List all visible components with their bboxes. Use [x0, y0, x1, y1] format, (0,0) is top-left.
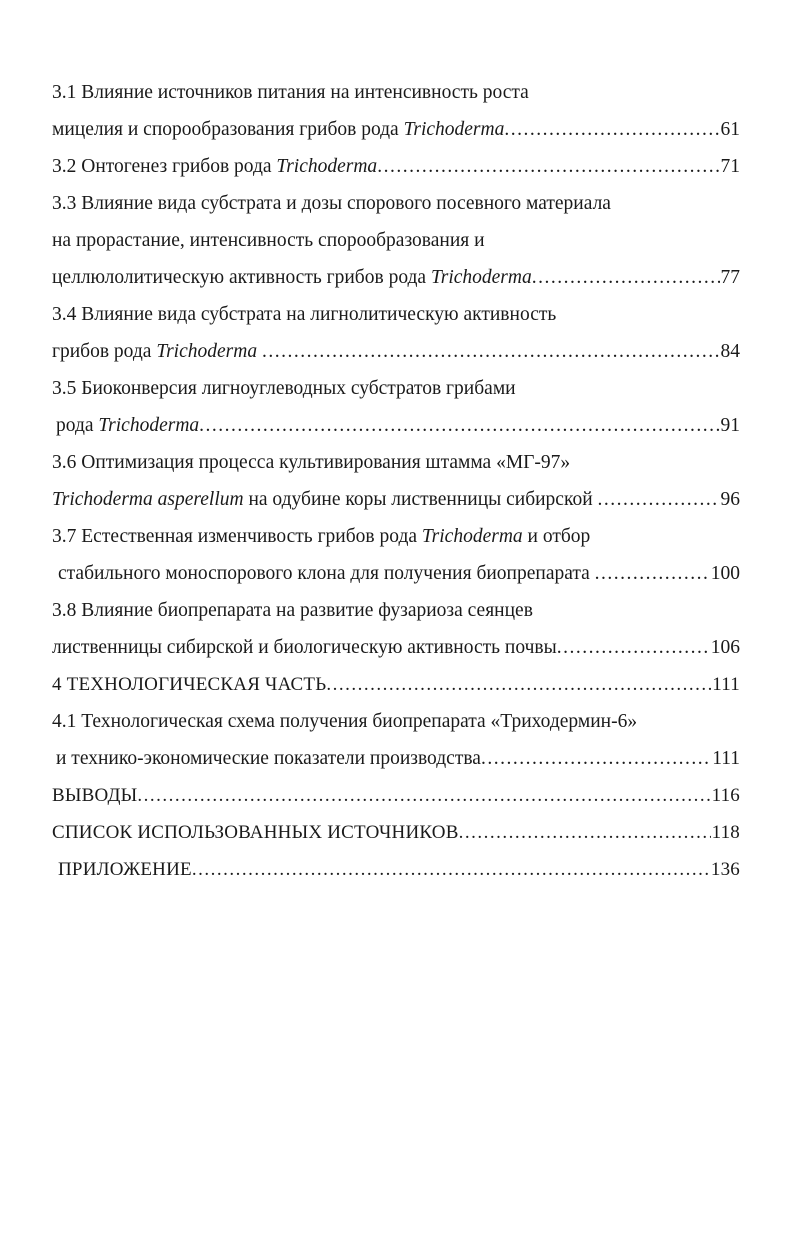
- toc-page-number: 111: [712, 748, 740, 769]
- toc-entry-text: грибов рода: [52, 341, 157, 362]
- toc-entry-line: [52, 592, 740, 629]
- toc-dot-leader: [377, 148, 719, 185]
- toc-entry-text: стабильного моноспорового клона для получения биопрепарата: [58, 563, 595, 584]
- toc-entry-text: 3.8 Влияние биопрепарата на развитие фузариоза сеянцев: [52, 600, 533, 621]
- toc-dot-leader: [598, 481, 720, 518]
- toc-entry-line: [52, 629, 740, 666]
- toc-dot-leader: [481, 740, 711, 777]
- toc-entry-text: 3.3 Влияние вида субстрата и дозы спорового посевного материала: [52, 193, 611, 214]
- toc-entry-italic-text: Trichoderma: [98, 415, 200, 436]
- toc-entry-line: [52, 259, 740, 296]
- toc-page-number: 61: [720, 119, 740, 140]
- toc-entry-line: [52, 740, 740, 777]
- toc-entry-italic-text: Trichoderma: [430, 267, 532, 288]
- toc-entry-line: [52, 407, 740, 444]
- toc-page-number: 84: [720, 341, 740, 362]
- toc-entry-text: целлюлолитическую активность грибов рода: [52, 267, 431, 288]
- toc-dot-leader: [262, 333, 720, 370]
- toc-entry-italic-text: Trichoderma asperellum: [52, 489, 244, 510]
- toc-entry-text: 3.6 Оптимизация процесса культивирования штамма «МГ-97»: [52, 452, 571, 473]
- toc-entry-text: ВЫВОДЫ: [52, 785, 138, 806]
- toc-dot-leader: [595, 555, 710, 592]
- toc-entry-text: мицелия и спорообразования грибов рода: [52, 119, 404, 140]
- toc-dot-leader: [557, 629, 710, 666]
- toc-entry-text: 3.7 Естественная изменчивость грибов рода: [52, 526, 422, 547]
- toc-entry-line: [52, 444, 740, 481]
- toc-dot-leader: [199, 407, 719, 444]
- toc-entry-line: [52, 851, 740, 888]
- toc-entry-text: 3.2 Онтогенез грибов рода: [52, 156, 277, 177]
- toc-entry-line: [52, 222, 740, 259]
- table-of-contents: [52, 74, 740, 888]
- toc-entry-line: [52, 703, 740, 740]
- toc-entry-text: и технико-экономические показатели производства: [56, 748, 481, 769]
- toc-entry-line: [52, 148, 740, 185]
- toc-entry-italic-text: Trichoderma: [276, 156, 378, 177]
- toc-entry-text: рода: [56, 415, 99, 436]
- toc-dot-leader: [459, 814, 711, 851]
- toc-entry-text: ПРИЛОЖЕНИЕ: [58, 859, 192, 880]
- toc-entry-line: [52, 555, 740, 592]
- toc-page-number: 111: [712, 674, 740, 695]
- toc-entry-line: [52, 666, 740, 703]
- toc-entry-italic-text: Trichoderma: [421, 526, 523, 547]
- toc-dot-leader: [532, 259, 720, 296]
- toc-dot-leader: [326, 666, 711, 703]
- toc-entry-line: [52, 185, 740, 222]
- toc-entry-text: 3.4 Влияние вида субстрата на лигнолитическую активность: [52, 304, 557, 325]
- toc-dot-leader: [192, 851, 710, 888]
- toc-page-number: 77: [720, 267, 740, 288]
- toc-entry-text: 4 ТЕХНОЛОГИЧЕСКАЯ ЧАСТЬ: [52, 674, 327, 695]
- toc-page-number: 116: [711, 785, 740, 806]
- toc-entry-text: 3.5 Биоконверсия лигноуглеводных субстратов грибами: [52, 378, 516, 399]
- toc-page-number: 71: [720, 156, 740, 177]
- toc-entry-text: на прорастание, интенсивность спорообразования и: [52, 230, 485, 251]
- toc-entry-line: [52, 814, 740, 851]
- toc-entry-line: [52, 333, 740, 370]
- toc-entry-text: и отбор: [522, 526, 591, 547]
- toc-entry-line: [52, 111, 740, 148]
- toc-page-number: 91: [720, 415, 740, 436]
- toc-entry-line: [52, 481, 740, 518]
- toc-entry-line: [52, 518, 740, 555]
- toc-entry-line: [52, 370, 740, 407]
- toc-entry-text: 3.1 Влияние источников питания на интенсивность роста: [52, 82, 529, 103]
- toc-entry-italic-text: Trichoderma: [403, 119, 505, 140]
- toc-page-number: 136: [710, 859, 740, 880]
- toc-entry-line: [52, 777, 740, 814]
- toc-page-number: 118: [711, 822, 740, 843]
- toc-entry-text: 4.1 Технологическая схема получения биопрепарата «Триходермин-6»: [52, 711, 638, 732]
- toc-dot-leader: [504, 111, 719, 148]
- toc-page-number: 106: [710, 637, 740, 658]
- toc-entry-line: [52, 296, 740, 333]
- toc-entry-text: СПИСОК ИСПОЛЬЗОВАННЫХ ИСТОЧНИКОВ: [52, 822, 459, 843]
- toc-page-number: 100: [710, 563, 740, 584]
- toc-dot-leader: [137, 777, 710, 814]
- toc-entry-italic-text: Trichoderma: [156, 341, 258, 362]
- toc-entry-line: [52, 74, 740, 111]
- toc-entry-text: на одубине коры лиственницы сибирской: [243, 489, 598, 510]
- toc-page-number: 96: [720, 489, 740, 510]
- toc-entry-text: лиственницы сибирской и биологическую активность почвы: [52, 637, 557, 658]
